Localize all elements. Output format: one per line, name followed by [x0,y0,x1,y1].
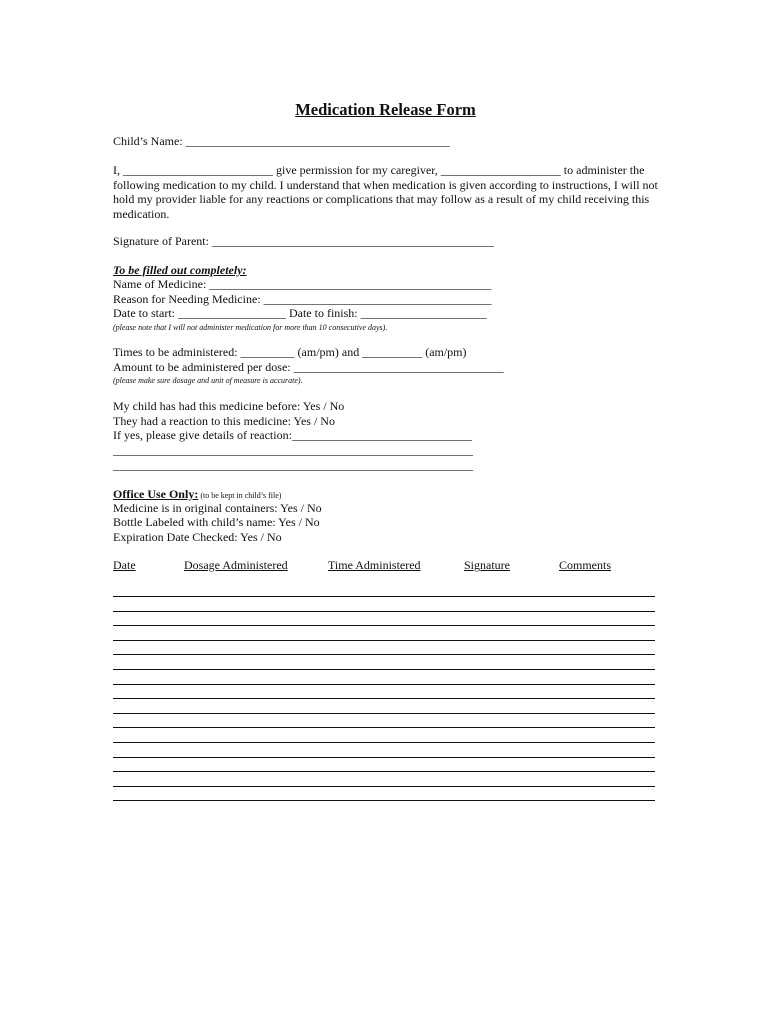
bottle-labeled-field[interactable]: Bottle Labeled with child’s name: Yes / No [113,515,320,529]
log-row-line[interactable] [113,698,655,699]
log-row-line[interactable] [113,757,655,758]
permission-paragraph: I, _________________________ give permission for my caregiver, ____________________ to administer the following medication to my child. I understand that when medication is given according to instructions, I will not hold my provider liable for any reactions or complications that may follow as a result of my child receiving this medication. [113,163,658,221]
office-heading-label: Office Use Only: [113,487,199,501]
log-row-line[interactable] [113,727,655,728]
column-header-date: Date [113,558,136,572]
form-title: Medication Release Form [295,100,476,119]
log-row-line[interactable] [113,611,655,612]
log-row-line[interactable] [113,640,655,641]
column-header-dosage: Dosage Administered [184,558,288,572]
column-header-comments: Comments [559,558,612,572]
log-row-line[interactable] [113,654,655,655]
section-heading: To be filled out completely: [113,263,247,277]
dosage-note: (please make sure dosage and unit of measure is accurate). [113,376,303,385]
had-before-field[interactable]: My child has had this medicine before: Yes / No [113,399,345,413]
amount-field[interactable]: Amount to be administered per dose: ___________________________________ [113,360,504,374]
details-line[interactable]: ____________________________________________________________ [113,443,473,457]
times-field[interactable]: Times to be administered: _________ (am/pm) and __________ (am/pm) [113,345,467,359]
original-containers-field[interactable]: Medicine is in original containers: Yes / No [113,501,322,515]
details-line[interactable]: ____________________________________________________________ [113,458,473,472]
column-header-time: Time Administered [328,558,421,572]
reason-field[interactable]: Reason for Needing Medicine: ______________________________________ [113,292,492,306]
log-row-line[interactable] [113,684,655,685]
log-row-line[interactable] [113,669,655,670]
log-row-line[interactable] [113,800,655,801]
reaction-field[interactable]: They had a reaction to this medicine: Yes / No [113,414,335,428]
parent-signature-field[interactable]: Signature of Parent: _______________________________________________ [113,234,494,248]
child-name-field[interactable]: Child’s Name: ____________________________________________ [113,134,450,148]
expiration-field[interactable]: Expiration Date Checked: Yes / No [113,530,282,544]
office-heading-note: (to be kept in child’s file) [198,491,282,500]
reaction-details-field[interactable]: If yes, please give details of reaction:______________________________ [113,428,472,442]
medicine-name-field[interactable]: Name of Medicine: _______________________________________________ [113,277,492,291]
log-row-line[interactable] [113,625,655,626]
log-row-line[interactable] [113,771,655,772]
dates-field[interactable]: Date to start: __________________ Date to finish: _____________________ [113,306,487,320]
log-row-line[interactable] [113,596,655,597]
days-note: (please note that I will not administer medication for more than 10 consecutive days). [113,323,388,332]
log-row-line[interactable] [113,742,655,743]
log-row-line[interactable] [113,786,655,787]
log-row-line[interactable] [113,713,655,714]
column-header-signature: Signature [464,558,510,572]
